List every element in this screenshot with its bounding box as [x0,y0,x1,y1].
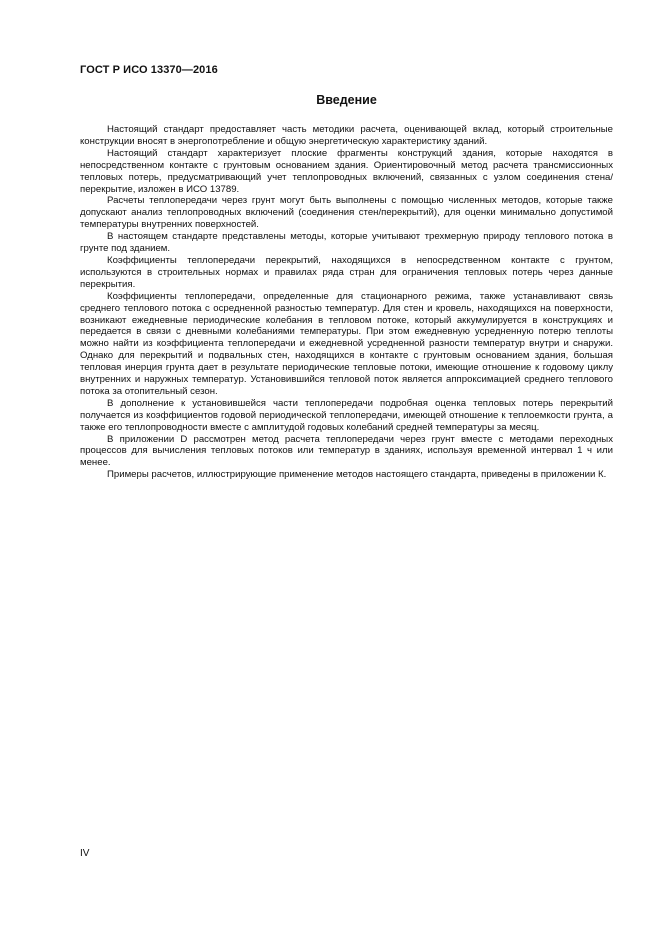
paragraph: В дополнение к установившейся части теплопередачи подробная оценка тепловых потерь перекрытий получается из коэффициентов годовой периодической теплопередачи, имеющей отношение к теплоемкости грунта, а также его теплопроводности вместе с амплитудой годовых колебаний средней температуры за месяц. [80,397,613,433]
body-text [80,124,613,481]
paragraph: Расчеты теплопередачи через грунт могут быть выполнены с помощью численных методов, которые также допускают анализ теплопроводных включений (соединения стен/перекрытий), для оценки минимально допустимой температуры внутренних поверхностей. [80,195,613,231]
paragraph: Коэффициенты теплопередачи перекрытий, находящихся в непосредственном контакте с грунтом, используются в строительных нормах и правилах ряда стран для ограничения тепловых потерь через данные перекрытия. [80,254,613,290]
page-number: IV [80,848,90,859]
paragraph: В приложении D рассмотрен метод расчета теплопередачи через грунт вместе с методами переходных процессов для вычисления тепловых потоков или температур в зданиях, используя временной интервал 1 ч или менее. [80,433,613,469]
section-title: Введение [316,93,377,107]
paragraph: Настоящий стандарт предоставляет часть методики расчета, оценивающей вклад, который строительные конструкции вносят в энергопотребление и общую энергетическую характеристику зданий. [80,124,613,147]
paragraph: В настоящем стандарте представлены методы, которые учитывают трехмерную природу теплового потока в грунте под зданием. [80,231,613,255]
paragraph: Примеры расчетов, иллюстрирующие применение методов настоящего стандарта, приведены в приложении К. [107,469,607,481]
paragraph: Коэффициенты теплопередачи, определенные для стационарного режима, также устанавливают связь среднего теплового потока с осредненной разностью температур. Для стен и кровель, находящихся на поверхности, возникают ежедневные периодические колебания в тепловом потоке, который аккумулируется в конструкциях и передается в связи с дневными колебаниями температуры. При этом ежедневную усредненную потерю теплоты можно найти из коэффициента теплопередачи и ежедневной усредненной разности температур внутри и снаружи. Однако для перекрытий и подвальных стен, находящихся в контакте с грунтовым основанием здания, большая тепловая инерция грунта дает в результате периодические тепловые потоки, имеющие отношение к годовому циклу внутренних и наружных температур. Установившийся тепловой поток является аппроксимацией среднего теплового потока за отопительный сезон. [80,290,613,397]
document-header: ГОСТ Р ИСО 13370—2016 [80,64,218,76]
paragraph: Настоящий стандарт характеризует плоские фрагменты конструкций здания, которые находятся в непосредственном контакте с грунтовым основанием здания. Ориентировочный метод расчета трансмиссионных тепловых потерь, предусматривающий учет теплопроводных включений, связанных с узлом соединения стена/перекрытие, изложен в ИСО 13789. [80,147,613,195]
